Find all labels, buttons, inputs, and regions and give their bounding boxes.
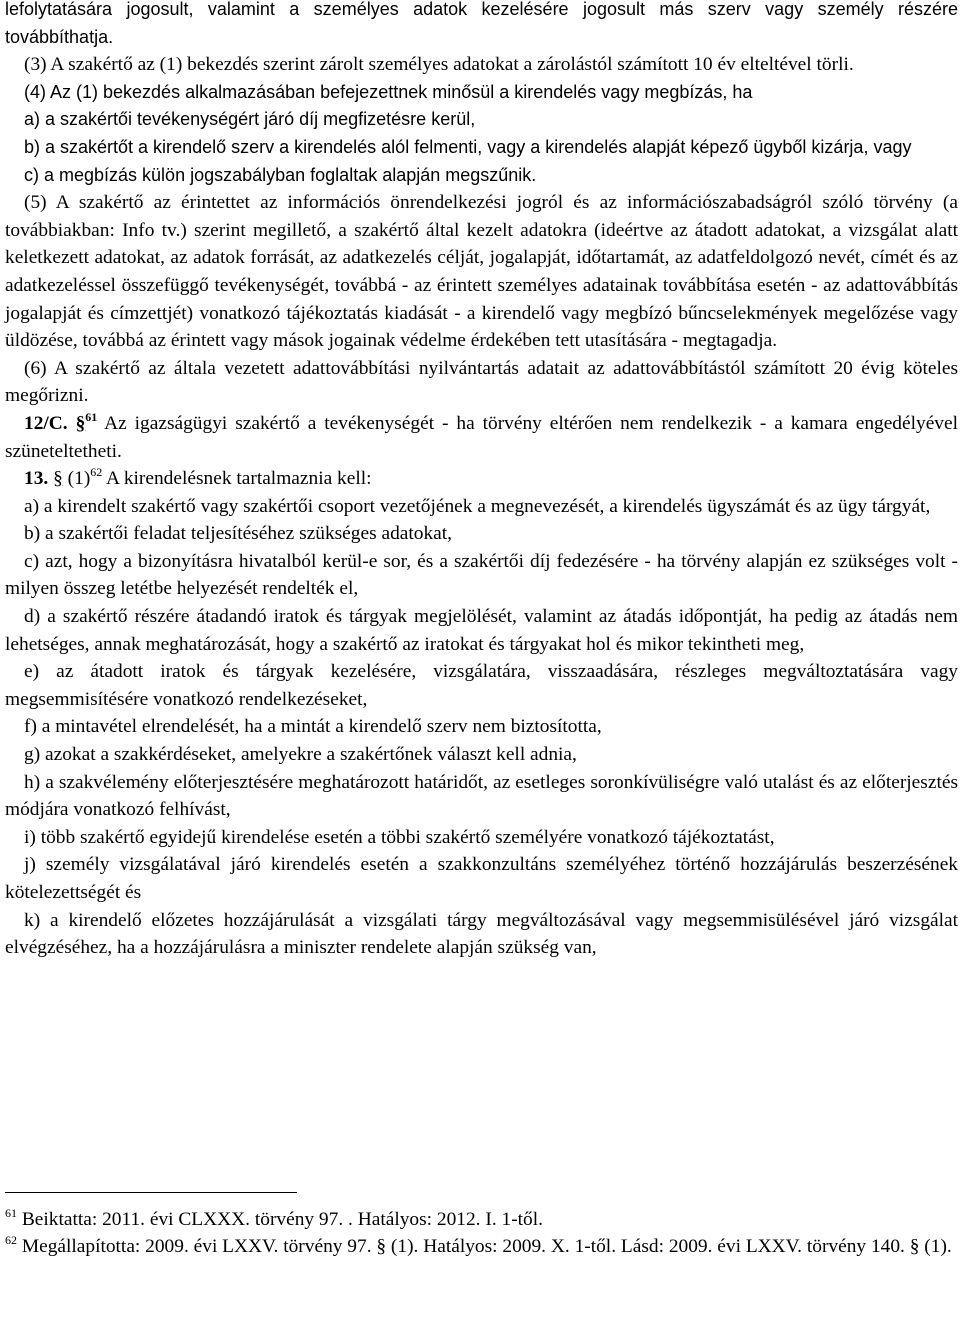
list-item-c: c) azt, hogy a bizonyításra hivatalból kerül-e sor, és a szakértői díj fedezésére - ha törvény alapján ez szükséges volt - milyen összeg letétbe helyezését rendelték el, [5, 550, 958, 600]
list-item-b: b) a szakértői feladat teljesítéséhez szükséges adatokat, [24, 523, 453, 545]
list-item-d: d) a szakértő részére átadandó iratok és tárgyak megjelölését, valamint az átadás időpontját, ha pedig az átadás nem lehetséges, annak meghatározását, hogy a szakértő az iratokat és tárgyakat hol és mikor tekintheti meg, [5, 606, 958, 655]
document-body [5, 0, 958, 962]
paragraph-5: (5) A szakértő az érintettet az információs önrendelkezési jogról és az információszabadságról szóló törvény (a továbbiakban: Info tv.) szerint megillető, a szakértő által kezelt adatokra (ideértve az átadott adatokat, a vizsgálat alatt keletkezett adatokat, az adatok forrását, az adatkezelés célját, jogalapját, időtartamát, az adatfeldolgozó nevét, címét és az adatkezeléssel összefüggő tevékenységét, továbbá - az érintett személyes adatainak továbbítása esetén - az adattovábbítás jogalapját és címzettjét) vonatkozó tájékoztatás kiadását - a kirendelő vagy megbízó bűncselekmények megelőzése vagy üldözése, továbbá az érintett vagy mások jogainak védelme érdekében tett utasítására - megtagadja. [5, 192, 958, 352]
list-item-k: k) a kirendelő előzetes hozzájárulását a vizsgálati tárgy megváltozásával vagy megsemmisülésével járó vizsgálat elvégzéséhez, ha a hozzájárulásra a miniszter rendelete alapján szükség van, [5, 909, 958, 959]
section-number: 12/C. [24, 412, 68, 434]
list-item-i: i) több szakértő egyidejű kirendelése esetén a többi szakértő személyére vonatkozó tájékoztatást, [24, 826, 775, 848]
footnote-61 [5, 1206, 958, 1233]
footnote-ref-61[interactable]: 61 [85, 409, 98, 424]
list-item-e: e) az átadott iratok és tárgyak kezelésére, vizsgálatára, visszaadására, részleges megváltoztatására vagy megsemmisítésére vonatkozó rendelkezéseket, [5, 661, 958, 710]
list-item-f: f) a mintavétel elrendelését, ha a mintát a kirendelő szerv nem biztosította, [24, 716, 602, 738]
paragraph-4-b: b) a szakértőt a kirendelő szerv a kirendelés alól felmenti, vagy a kirendelés alapját képező ügyből kizárja, vagy [24, 136, 912, 157]
list-item-h: h) a szakvélemény előterjesztésére meghatározott határidőt, az esetleges soronkívüliségre való utalást és az előterjesztés módjára vonatkozó felhívást, [5, 771, 958, 821]
footnote-number: 62 [5, 1233, 17, 1247]
section-13 [5, 465, 958, 493]
paragraph-3: (3) A szakértő az (1) bekezdés szerint zárolt személyes adatokat a zárolástól számított 10 év elteltével törli. [24, 54, 854, 76]
list-item-g: g) azokat a szakkérdéseket, amelyekre a szakértőnek választ kell adnia, [24, 744, 577, 766]
footnote-text: Beiktatta: 2011. évi CLXXX. törvény 97. . Hatályos: 2012. I. 1-től. [17, 1209, 543, 1230]
section-sign: § [53, 468, 63, 490]
footnote-text: Megállapította: 2009. évi LXXV. törvény 97. § (1). Hatályos: 2009. X. 1-től. Lásd: 2009. évi LXXV. törvény 140. § (1). [17, 1236, 952, 1257]
footnote-number: 61 [5, 1206, 17, 1220]
footnotes [5, 1206, 958, 1260]
paragraph-6: (6) A szakértő az általa vezetett adattovábbítási nyilvántartás adatait az adattovábbítástól számított 20 évig köteles megőrizni. [5, 357, 958, 407]
paragraph-4: (4) Az (1) bekezdés alkalmazásában befejezettnek minősül a kirendelés vagy megbízás, ha [24, 81, 753, 102]
section-sign: § [75, 412, 86, 434]
footnote-ref-62[interactable]: 62 [90, 465, 103, 480]
section-12c [5, 410, 958, 465]
footnote-separator [5, 1192, 297, 1193]
footnote-62 [5, 1233, 958, 1260]
section-number: 13. [24, 468, 49, 490]
paragraph-4-a: a) a szakértői tevékenységért járó díj megfizetésre kerül, [24, 109, 476, 130]
section-text: Az igazságügyi szakértő a tevékenységét - ha törvény eltérően nem rendelkezik - a kamara engedélyével szüneteltetheti. [5, 412, 958, 462]
section-text: A kirendelésnek tartalmaznia kell: [102, 468, 372, 490]
paragraph-4-c: c) a megbízás külön jogszabályban foglaltak alapján megszűnik. [24, 164, 537, 185]
paragraph-continuation: lefolytatására jogosult, valamint a személyes adatok kezelésére jogosult más szerv vagy személy részére továbbíthatja. [5, 0, 958, 47]
list-item-a: a) a kirendelt szakértő vagy szakértői csoport vezetőjének a megnevezését, a kirendelés ügyszámát és az ügy tárgyát, [24, 495, 931, 517]
list-item-j: j) személy vizsgálatával járó kirendelés esetén a szakkonzultáns személyéhez történő hozzájárulás beszerzésének kötelezettségét és [5, 854, 958, 903]
section-subnumber: (1) [62, 468, 91, 490]
